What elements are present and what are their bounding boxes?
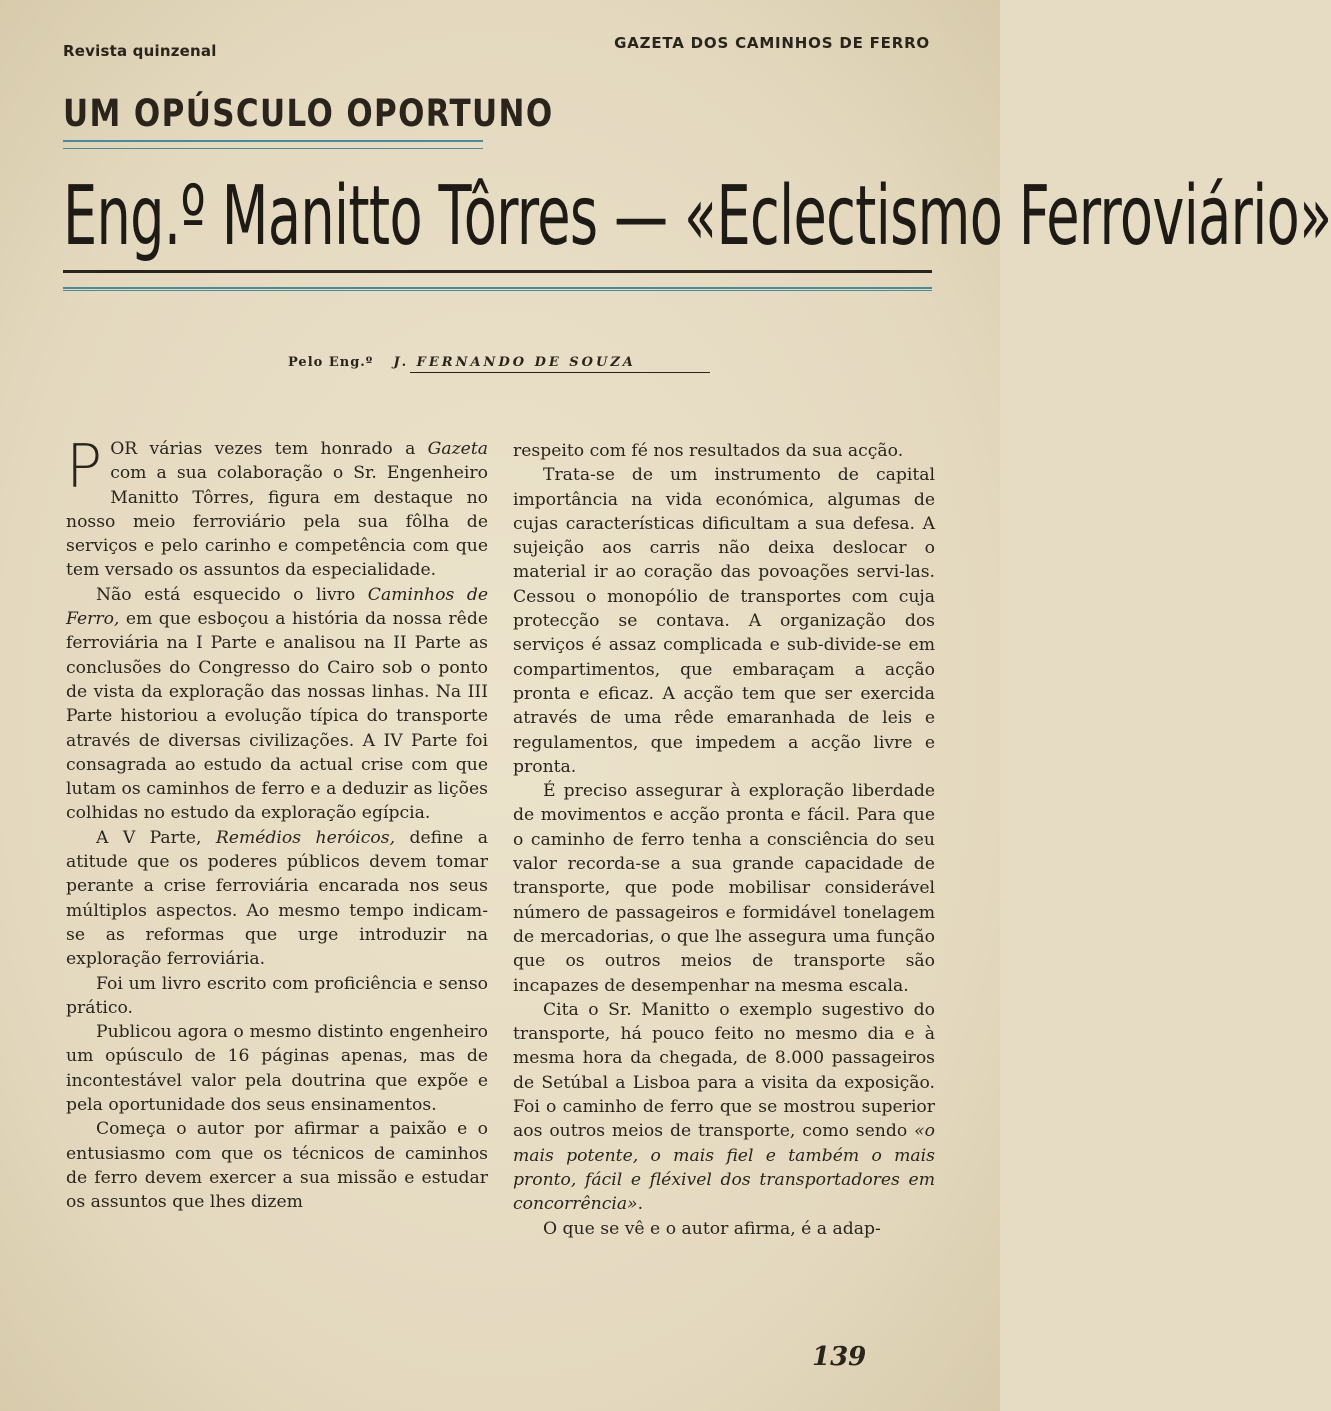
paragraph: respeito com fé nos resultados da sua acção.: [513, 441, 904, 461]
drop-cap: P: [66, 432, 103, 502]
paragraph: [66, 826, 488, 972]
byline-underline: [410, 372, 710, 373]
paragraph: [66, 432, 488, 583]
text-run: define a atitude que os poderes públicos devem tomar perante a crise ferroviária encarada nos seus múltiplos aspectos. Ao mesmo tempo indicam-se as reformas que urge introduzir na exploração ferroviária.: [66, 827, 488, 970]
byline-author: J. FERNANDO DE SOUZA: [393, 355, 636, 370]
paragraph: Foi um livro escrito com proficiência e senso prático.: [66, 973, 488, 1018]
italic-run: Gazeta: [427, 439, 488, 459]
paragraph: Trata-se de um instrumento de capital importância na vida económica, algumas de cujas características dificultam a sua defesa. A sujeição aos carris não deixa deslocar o material ir ao coração das povoações servi-las. Cessou o monopólio de transportes com cuja protecção se contava. A organização dos serviços é assaz complicada e sub-divide-se em compartimentos, que embaraçam a acção pronta e eficaz. A acção tem que ser exercida através de uma rêde emaranhada de leis e regulamentos, que impedem a acção livre e pronta.: [513, 465, 935, 777]
paragraph: [66, 583, 488, 826]
article-kicker: UM OPÚSCULO OPORTUNO: [63, 92, 554, 135]
text-run: .: [637, 1194, 644, 1215]
byline-prefix: Pelo Eng.º: [288, 355, 374, 370]
paragraph: Começa o autor por afirmar a paixão e o entusiasmo com que os técnicos de caminhos de ferro devem exercer a sua missão e estudar os assuntos que lhes dizem: [66, 1119, 488, 1213]
paragraph: O que se vê e o autor afirma, é a adap-: [543, 1218, 881, 1239]
text-run: em que esboçou a história da nossa rêde ferroviária na I Parte e analisou na II Parte as conclusões do Congresso do Cairo sob o ponto de vista da exploração das nossas linhas. Na III Parte historiou a evolução típica do transporte através de diversas civilizações. A IV Parte foi consagrada ao estudo da actual crise com que lutam os caminhos de ferro e a deduzir as lições colhidas no estudo da exploração egípcia.: [66, 609, 488, 824]
italic-run: «o mais potente, o mais fiel e também o mais pronto, fácil e fléxivel dos transportadores em concorrência»: [513, 1121, 935, 1215]
header-periodicity: Revista quinzenal: [63, 42, 217, 60]
paragraph: Publicou agora o mesmo distinto engenheiro um opúsculo de 16 páginas apenas, mas de incontestável valor pela doutrina que expõe e pela oportunidade dos seus ensinamentos.: [66, 1022, 488, 1116]
text-run: Cita o Sr. Manitto o exemplo sugestivo do transporte, há pouco feito no mesmo dia e à mesma hora da chegada, de 8.000 passageiros de Setúbal a Lisboa para a visita da exposição. Foi o caminho de ferro que se mostrou superior aos outros meios de transporte, como sendo: [513, 999, 935, 1142]
right-column: [513, 439, 935, 1241]
page-number: 139: [812, 1342, 867, 1372]
text-run: com a sua colaboração o Sr. Engenheiro Manitto Tôrres, figura em destaque no nosso meio ferroviário pela sua fôlha de serviços e pelo carinho e competência com que tem versado os assuntos da especialidade.: [66, 463, 488, 581]
italic-run: Caminhos de Ferro,: [66, 584, 489, 630]
byline: [288, 355, 636, 370]
kicker-underline: [63, 140, 483, 149]
text-run: OR várias vezes tem honrado a: [110, 439, 428, 459]
title-underline-thin: [63, 290, 932, 291]
header-publication-name: GAZETA DOS CAMINHOS DE FERRO: [614, 34, 930, 52]
left-column: [66, 432, 489, 1215]
text-run: A V Parte,: [96, 827, 216, 848]
title-underline: [63, 270, 932, 289]
text-run: Não está esquecido o livro: [96, 584, 368, 605]
paragraph: [513, 998, 935, 1217]
italic-run: Remédios heróicos,: [215, 827, 396, 848]
paragraph: É preciso assegurar à exploração liberdade de movimentos e acção pronta e fácil. Para que o caminho de ferro tenha a consciência do seu valor recorda-se a sua grande capacidade de transporte, que pode mobilisar considerável número de passageiros e formidável tonelagem de mercadorias, o que lhe assegura uma função que os outros meios de transporte são incapazes de desempenhar na mesma escala.: [513, 781, 935, 996]
article-title: Eng.º Manitto Tôrres — «Eclectismo Ferroviário»: [63, 169, 1331, 264]
